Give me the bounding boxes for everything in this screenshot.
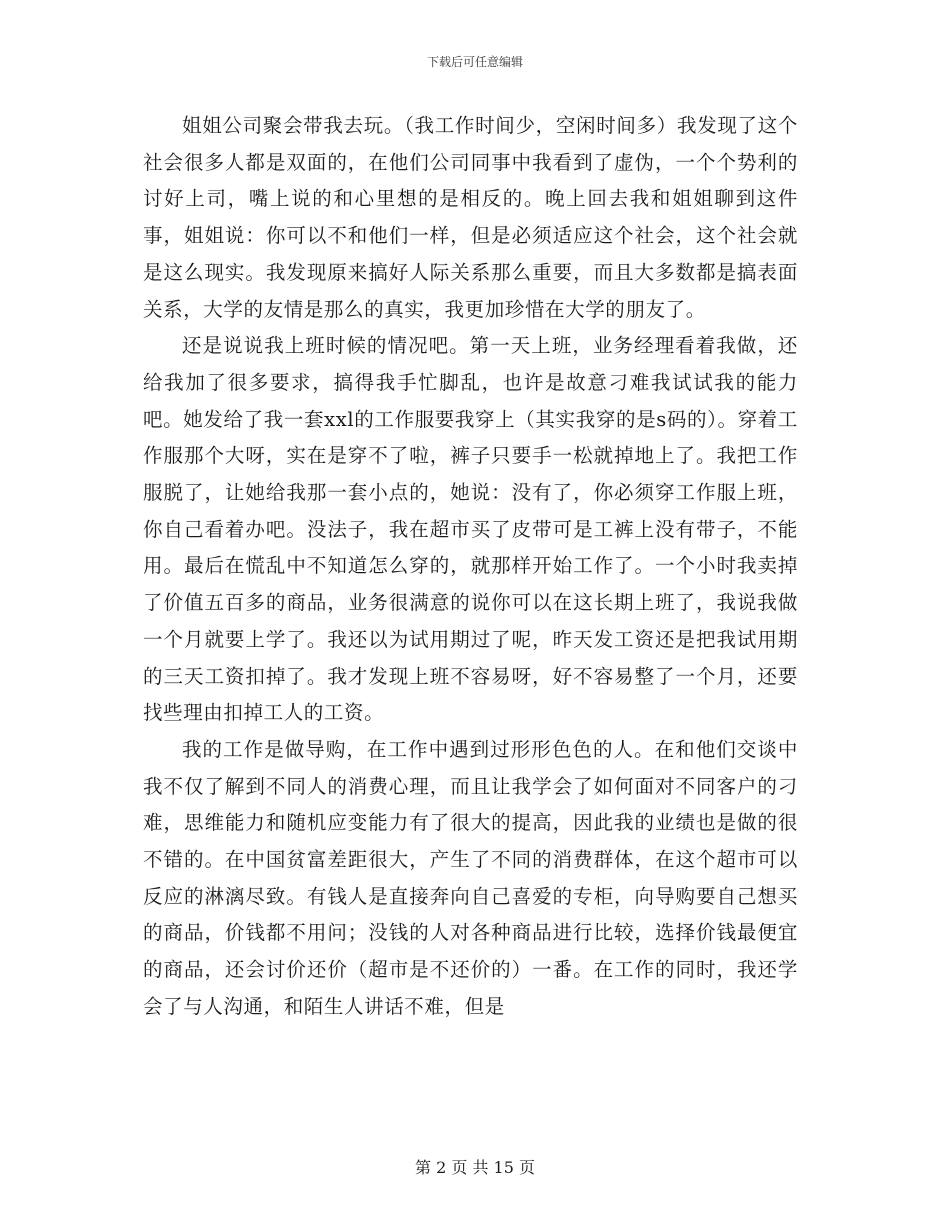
page-header-note: 下载后可任意编辑 bbox=[426, 55, 523, 69]
document-body bbox=[143, 108, 798, 1026]
paragraph-2: 还是说说我上班时候的情况吧。第一天上班，业务经理看着我做，还给我加了很多要求，搞得我手忙脚乱，也许是故意刁难我试试我的能力吧。她发给了我一套xxl的工作服要我穿上（其实我穿的是s码的）。穿着工作服那个大呀，实在是穿不了啦，裤子只要手一松就掉地上了。我把工作服脱了，让她给我那一套小点的，她说：没有了，你必须穿工作服上班，你自己看着办吧。没法子，我在超市买了皮带可是工裤上没有带子，不能用。最后在慌乱中不知道怎么穿的，就那样开始工作了。一个小时我卖掉了价值五百多的商品，业务很满意的说你可以在这长期上班了，我说我做一个月就要上学了。我还以为试用期过了呢，昨天发工资还是把我试用期的三天工资扣掉了。我才发现上班不容易呀，好不容易整了一个月，还要找些理由扣掉工人的工资。 bbox=[143, 334, 798, 725]
paragraph-1: 姐姐公司聚会带我去玩。（我工作时间少，空闲时间多）我发现了这个社会很多人都是双面的，在他们公司同事中我看到了虚伪，一个个势利的讨好上司，嘴上说的和心里想的是相反的。晚上回去我和姐姐聊到这件事，姐姐说：你可以不和他们一样，但是必须适应这个社会，这个社会就是这么现实。我发现原来搞好人际关系那么重要，而且大多数都是搞表面关系，大学的友情是那么的真实，我更加珍惜在大学的朋友了。 bbox=[143, 114, 798, 321]
page-number-footer: 第 2 页 共 15 页 bbox=[415, 1158, 535, 1177]
paragraph-3: 我的工作是做导购，在工作中遇到过形形色色的人。在和他们交谈中我不仅了解到不同人的消费心理，而且让我学会了如何面对不同客户的刁难，思维能力和随机应变能力有了很大的提高，因此我的业绩也是做的很不错的。在中国贫富差距很大，产生了不同的消费群体，在这个超市可以反应的淋漓尽致。有钱人是直接奔向自己喜爱的专柜，向导购要自己想买的商品，价钱都不用问；没钱的人对各种商品进行比较，选择价钱最便宜的商品，还会讨价还价（超市是不还价的）一番。在工作的同时，我还学会了与人沟通，和陌生人讲话不难，但是 bbox=[143, 737, 798, 1018]
